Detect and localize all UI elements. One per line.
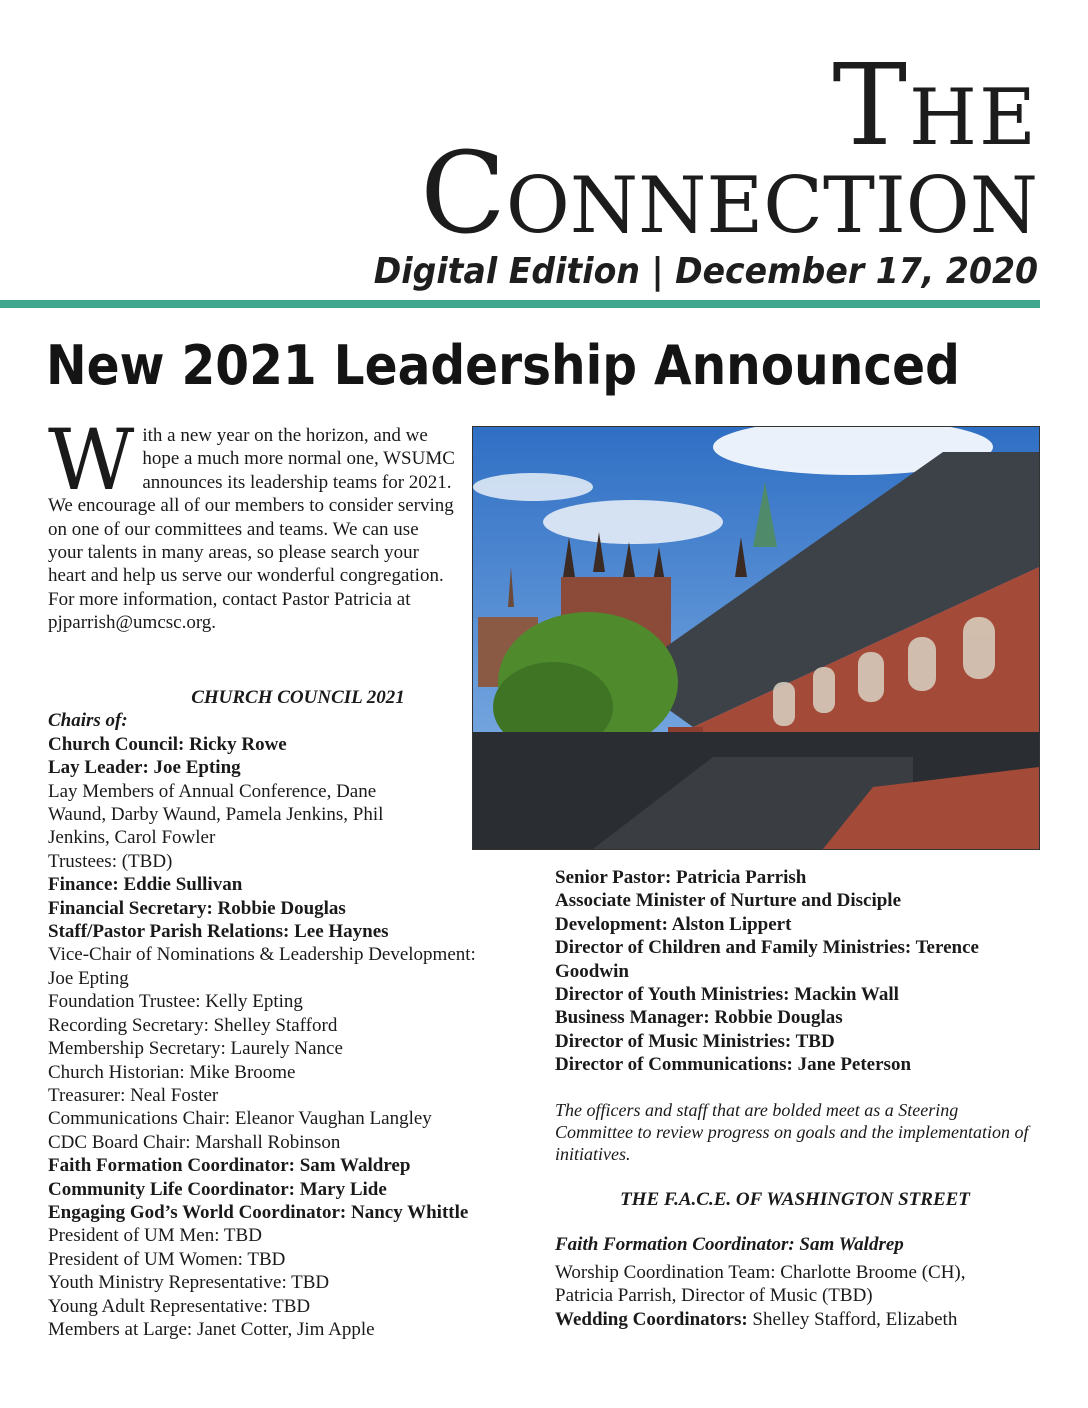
list-item: Senior Pastor: Patricia Parrish (555, 867, 807, 888)
list-item: Faith Formation Coordinator: Sam Waldrep (48, 1155, 411, 1177)
face-coordinator: Faith Formation Coordinator: Sam Waldrep (555, 1234, 904, 1256)
list-item: Vice-Chair of Nominations & Leadership Development: (48, 944, 476, 966)
list-item: Engaging God’s World Coordinator: Nancy Whittle (48, 1201, 469, 1223)
church-photo (472, 426, 1040, 850)
list-item: Director of Communications: Jane Peterson (555, 1054, 912, 1076)
council-heading: CHURCH COUNCIL 2021 (191, 687, 405, 708)
list-item: Treasurer: Neal Foster (48, 1084, 219, 1106)
masthead-connection: CONNECTION (420, 129, 1038, 259)
accent-rule (0, 300, 1040, 308)
list-item: President of UM Men: TBD (48, 1225, 262, 1247)
list-item: President of UM Women: TBD (48, 1248, 286, 1270)
chairs-label: Chairs of: (48, 710, 128, 732)
list-item: Joe Epting (48, 967, 129, 989)
list-item: Director of Youth Ministries: Mackin Wall (555, 984, 899, 1006)
list-item: Trustees: (TBD) (48, 850, 173, 872)
list-item: Director of Children and Family Ministries: Terence (555, 937, 979, 959)
staff-list (555, 866, 1035, 1331)
wedding-coordinators: Wedding Coordinators: Shelley Stafford, Elizabeth (555, 1308, 958, 1330)
list-item: Lay Leader: Joe Epting (48, 757, 241, 779)
list-item: Staff/Pastor Parish Relations: Lee Haynes (48, 921, 389, 943)
list-item: Associate Minister of Nurture and Disciple (555, 890, 902, 912)
list-item: Development: Alston Lippert (555, 913, 792, 935)
list-item: CDC Board Chair: Marshall Robinson (48, 1131, 341, 1153)
list-item: Young Adult Representative: TBD (48, 1295, 311, 1317)
list-item: Business Manager: Robbie Douglas (555, 1007, 843, 1029)
intro-text: ith a new year on the horizon, and we hope a much more normal one, WSUMC announces its leadership teams for 2021. We encourage all of our members to consider serving on one of our committees and teams. We can use your talents in many areas, so please search your heart and help us serve our wonderful congregation. For more information, contact Pastor Patricia at pjparrish@umcsc.org. (48, 425, 455, 634)
list-item: Lay Members of Annual Conference, Dane (48, 780, 377, 802)
list-item: Church Historian: Mike Broome (48, 1061, 296, 1083)
worship-team-line: Worship Coordination Team: Charlotte Broome (CH), (555, 1261, 966, 1283)
list-item: Youth Ministry Representative: TBD (48, 1272, 330, 1294)
edition-date: Digital Edition | December 17, 2020 (373, 251, 1038, 292)
list-item: Foundation Trustee: Kelly Epting (48, 991, 303, 1013)
masthead-the: THE (832, 41, 1038, 171)
list-item: Finance: Eddie Sullivan (48, 874, 243, 896)
list-item: Community Life Coordinator: Mary Lide (48, 1178, 387, 1200)
worship-team-line: Patricia Parrish, Director of Music (TBD) (555, 1285, 873, 1307)
steering-note: The officers and staff that are bolded meet as a Steering Committee to review progress on goals and the implementation of initiatives. (555, 1099, 1029, 1165)
list-item: Church Council: Ricky Rowe (48, 733, 287, 755)
list-item: Goodwin (555, 960, 629, 982)
list-item: Membership Secretary: Laurely Nance (48, 1038, 343, 1060)
intro-paragraph (48, 411, 458, 635)
list-item: Recording Secretary: Shelley Stafford (48, 1014, 338, 1036)
list-item: Members at Large: Janet Cotter, Jim Apple (48, 1318, 375, 1340)
list-item: Communications Chair: Eleanor Vaughan Langley (48, 1108, 432, 1130)
drop-cap: W (48, 411, 135, 509)
list-item: Financial Secretary: Robbie Douglas (48, 897, 346, 919)
church-council-list (48, 686, 548, 1341)
list-item: Jenkins, Carol Fowler (48, 827, 216, 849)
list-item: Director of Music Ministries: TBD (555, 1030, 835, 1052)
page-title: New 2021 Leadership Announced (46, 334, 960, 397)
list-item: Waund, Darby Waund, Pamela Jenkins, Phil (48, 804, 384, 826)
face-heading: THE F.A.C.E. OF WASHINGTON STREET (620, 1188, 970, 1210)
